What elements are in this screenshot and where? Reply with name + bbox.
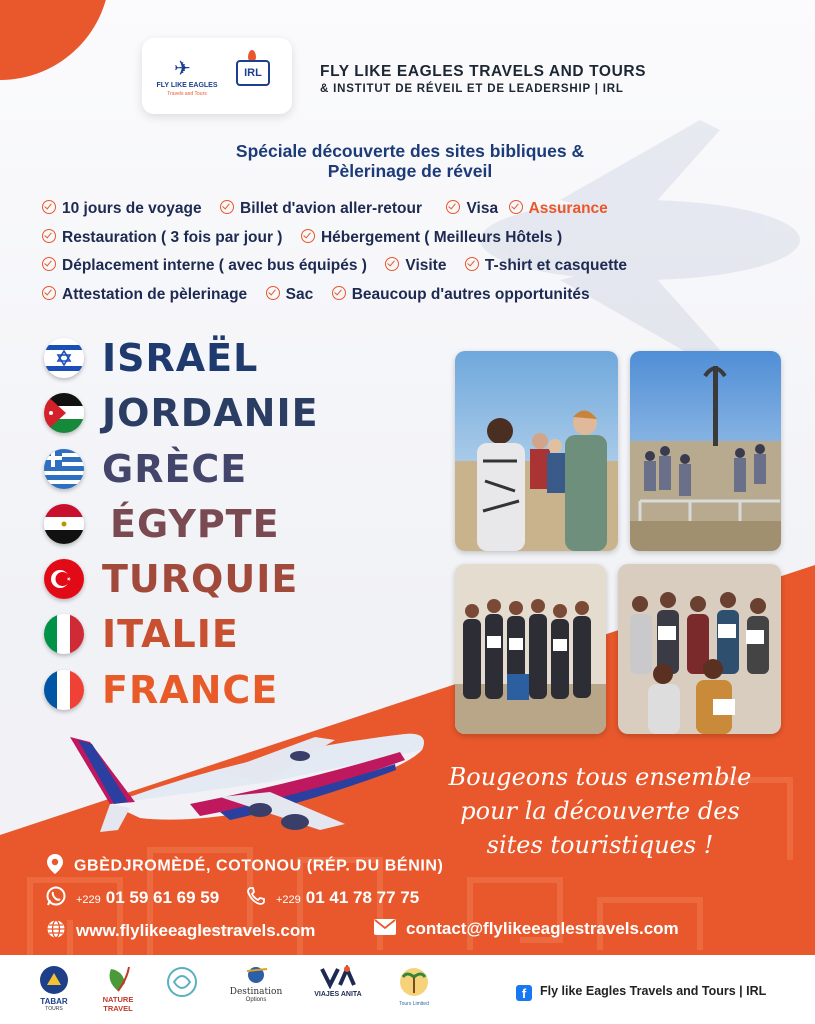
france-flag-icon <box>44 670 84 710</box>
slogan-line1: Bougeons tous ensemble <box>448 763 752 791</box>
partner-logo-nature-travel: NATURE TRAVEL <box>88 965 148 1013</box>
slogan-line2: pour la découverte des <box>460 797 740 825</box>
check-circle-icon <box>446 200 460 214</box>
partner-logo-viajes-anita: VIAJES ANITA <box>308 965 368 998</box>
country-name: ÉGYPTE <box>110 502 280 546</box>
slogan <box>410 760 790 862</box>
ornament-icon <box>165 965 199 999</box>
features-row <box>42 257 802 286</box>
address: GBÈDJROMÈDÉ, COTONOU (RÉP. DU BÉNIN) <box>46 853 444 880</box>
jordan-flag-icon <box>44 393 84 433</box>
check-circle-icon <box>42 286 56 300</box>
partner-logo-3 <box>162 965 202 1001</box>
irl-logo <box>228 48 278 104</box>
features-row <box>42 286 802 315</box>
partner-logo-tabar: TABAR TOURS <box>34 965 74 1012</box>
headline-line1: Spéciale découverte des sites bibliques & <box>235 141 585 161</box>
headline-line2: Pèlerinage de réveil <box>327 161 493 181</box>
check-circle-icon <box>332 286 346 300</box>
egypt-flag-icon <box>44 504 84 544</box>
check-circle-icon <box>509 200 523 214</box>
greece-flag-icon <box>44 449 84 489</box>
envelope-icon <box>374 919 396 940</box>
palm-tree-icon <box>399 965 429 999</box>
features-row <box>42 229 802 258</box>
logo-card <box>142 38 292 114</box>
airplane-illustration <box>70 712 450 842</box>
headline <box>150 141 670 181</box>
country-name: ITALIE <box>102 612 239 656</box>
partner-logo-destination-options: Destination Options <box>218 965 294 1003</box>
whatsapp-icon <box>46 886 66 911</box>
email-link[interactable]: contact@flylikeeaglestravels.com <box>374 919 679 940</box>
website-link[interactable]: www.flylikeeaglestravels.com <box>46 919 315 944</box>
feature-item: 10 jours de voyage <box>42 200 202 218</box>
feature-item: Visa <box>446 200 498 218</box>
feature-item: Sac <box>266 286 314 304</box>
country-name: ISRAËL <box>102 336 259 380</box>
check-circle-icon <box>301 229 315 243</box>
check-circle-icon <box>220 200 234 214</box>
check-circle-icon <box>465 257 479 271</box>
facebook-page-link[interactable]: f Fly like Eagles Travels and Tours | IRL <box>516 984 766 1001</box>
check-circle-icon <box>42 229 56 243</box>
feature-item: Assurance <box>509 200 608 218</box>
photo-monument-site <box>630 351 781 551</box>
italy-flag-icon <box>44 614 84 654</box>
globe-icon <box>46 919 66 944</box>
feature-item: Restauration ( 3 fois par jour ) <box>42 229 282 247</box>
country-name: GRÈCE <box>102 447 248 491</box>
logo-fle-text: FLY LIKE EAGLES <box>156 82 218 89</box>
globe-plane-icon <box>243 965 269 985</box>
phone-whatsapp[interactable]: +229 01 59 61 69 59 <box>46 886 219 911</box>
check-circle-icon <box>266 286 280 300</box>
country-name: JORDANIE <box>102 391 319 435</box>
features-row <box>42 200 802 229</box>
check-circle-icon <box>385 257 399 271</box>
israel-flag-icon <box>44 338 84 378</box>
location-pin-icon <box>46 853 64 880</box>
feature-item: Attestation de pèlerinage <box>42 286 247 304</box>
country-name: TURQUIE <box>102 557 299 601</box>
facebook-icon: f <box>516 985 532 1001</box>
feature-item: Hébergement ( Meilleurs Hôtels ) <box>301 229 562 247</box>
feature-item: Déplacement interne ( avec bus équipés ) <box>42 257 367 275</box>
feature-item: T-shirt et casquette <box>465 257 627 275</box>
fly-like-eagles-logo <box>152 52 222 100</box>
brand-title: FLY LIKE EAGLES TRAVELS AND TOURS <box>320 63 647 80</box>
book-icon <box>236 60 270 86</box>
check-circle-icon <box>42 257 56 271</box>
photo-group-indoor-1 <box>455 564 606 734</box>
feature-item: Beaucoup d'autres opportunités <box>332 286 590 304</box>
check-circle-icon <box>42 200 56 214</box>
logo-irl-text: IRL <box>244 67 262 79</box>
logo-fle-sub: Travels and Tours <box>167 91 207 97</box>
slogan-line3: sites touristiques ! <box>486 831 714 859</box>
photo-group-indoor-2 <box>618 564 781 734</box>
va-monogram-icon <box>318 965 358 989</box>
brand-subtitle: & INSTITUT DE RÉVEIL ET DE LEADERSHIP | IRL <box>320 83 624 95</box>
tabar-emblem-icon <box>39 965 69 995</box>
phone-call[interactable]: +229 01 41 78 77 75 <box>246 886 419 911</box>
turkey-flag-icon <box>44 559 84 599</box>
feature-item: Billet d'avion aller-retour <box>220 200 422 218</box>
country-name: FRANCE <box>102 668 279 712</box>
phone-icon <box>246 886 266 911</box>
leaf-icon <box>103 965 133 993</box>
features-list <box>42 200 802 314</box>
photo-group-desert <box>455 351 618 551</box>
feature-item: Visite <box>385 257 446 275</box>
plane-icon: ✈ <box>174 58 191 80</box>
partner-logo-tours-limited: Tours Limited <box>384 965 444 1007</box>
